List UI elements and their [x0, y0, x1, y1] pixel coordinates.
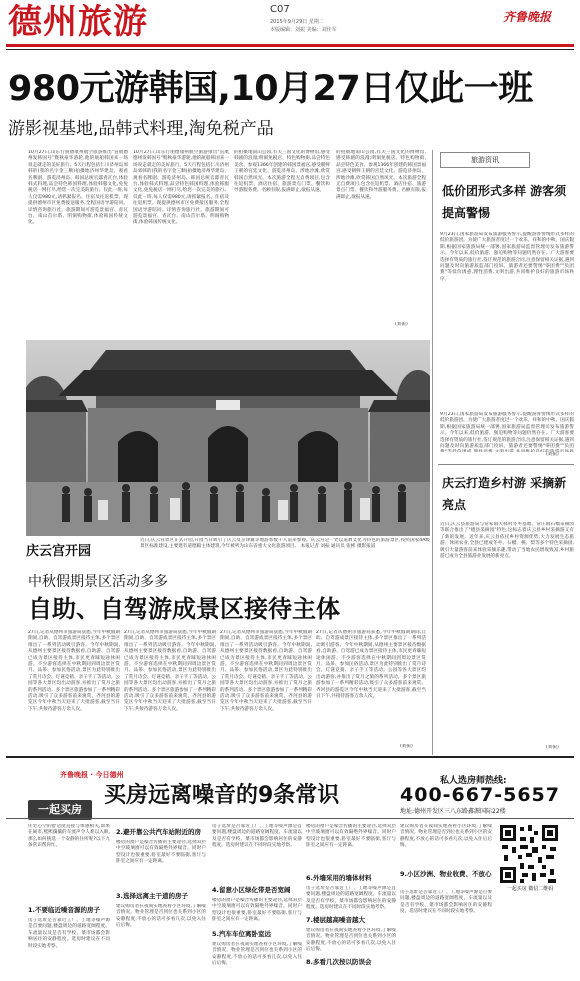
lead-subheadline: 游影视基地,品韩式料理,淘免税产品: [8, 119, 274, 139]
ad-brand: 齐鲁晚报 · 今日德州: [60, 771, 124, 779]
temple-photo-illustration: [26, 340, 430, 536]
right-story1-body: 9月23日,国家旅游局发布旅游服务警示,提醒游客警惕形式多样的低价旅游团。为使广大旅游者度过一个欢乐、祥和的中秋、国庆假期,根据国家旅游局统一部署,国家旅游局监督管理司发布旅游警示。今年以来,低价旅游、强迫购物等问题仍然存在。广大游客要选择有资质的旅行社,签订规范的旅游合同,注意保留相关证据,遇到问题及时向旅游质监部门投诉。旅游者还要警惕"零团费""负团费"等低价诱惑,理性消费,文明出游,共同维护良好的旅游市场秩序。: [440, 232, 574, 282]
middle-story-body-col2: 的拍摄地南山公园,有关三国文化的博物馆,感受韩剧的浪漫;明洞免税店、特色购物街,品尝特色美食。参观1366年创建的韩国景福宫,感受朝鲜王朝的宫廷文化。游览济州岛、涉地沙滩,欣赏韩国自然风光。本次旅游全程无自费项目,包含往返机票、酒店住宿、旅游景点门票、餐饮和导游服务费。名额有限,报满即止,欲报从速。: [336, 150, 426, 200]
middle-story-byline: (刘振): [395, 322, 408, 327]
ad-body-a-col4: 房子选址是否靠近工厂、工地等噪声源是首要问题,楼盘周边的道路宽阔程度、车流量以及是否有学校、菜市场都会影响居住的安静程度。选房时建议在不同时段实地考察。: [306, 886, 396, 911]
right-story2-headline: 庆云打造乡村游 采摘新亮点: [442, 476, 567, 512]
section-story-byline: (刘振): [400, 744, 413, 749]
ad-body-c: 建议购房者在夜间实地查看小区环境,了解噪音情况。物业管理是否到位也关系到小区的安静程度,不放心的话可多看几次,以免入住后后悔。: [116, 904, 206, 929]
ad-body-c-col4: 建议购房者在夜间实地查看小区环境,了解噪音情况。物业管理是否到位也关系到小区的安静程度,不放心的话可多看几次,以免入住后后悔。: [306, 928, 396, 953]
ad-body-b: 楼房的窗户是噪音传播的主要途径,选择双层中空玻璃窗可以有效隔绝外界噪音。同时户型设计也很重要,卧室最好不要临街,客厅与卧室之间应有一定距离。: [116, 840, 206, 865]
page-number: C07: [270, 4, 290, 15]
photo-title: 庆云宫开园: [26, 544, 92, 559]
ad-phone: 400-667-5657: [400, 784, 560, 806]
ad-body-c-col3: 建议购房者在夜间实地查看小区环境,了解噪音情况。物业管理是否到位也关系到小区的安静程度,不放心的话可多看几次,以免入住后后悔。: [212, 942, 302, 967]
section-story-body-col2: 27日,记者从德州市旅游局获悉,今年中秋假期期间,自助、自驾游成景区接待主体,多个景区推出了一系列活动吸引游客。今年中秋期间,从德州主要景区接待数据看,自助游、自驾游已成为景区接待主体,市民更青睐短途休闲游。不少游客选择在中秋期间到周边景区赏月、品茶、参加民俗活动,景区为此特别推出了赏月诗会、灯谜竞猜、亲子手工等活动。公园等各大景区均出动游客,并推出了赏月之旅的系列活动。多个景区旅游参加了一系列精彩活动,吸引了众多游客前来观赏。齐河县的游览区今年中秋当天迎来了大批游客,截至当日下午,共接待游客万余人次。: [124, 630, 216, 712]
ad-tip-3: 3.选择远离主干道的房子: [116, 892, 188, 900]
ad-rule: [6, 818, 574, 819]
ad-headline: 买房远离噪音的9条常识: [104, 783, 340, 808]
lead-story-body-col2: 10月27日,山东行朋德康州航空旅游推出"直航德州发韩国号"暨秋豪华游轮,他的航船韩国来一场说走就走的美好旅行。5天行程包括仁川济州岛郊韩的(我的名字金三顺)拍摄地济州华建岛、观看名牌剧、游览济州岛、韩国总统官邸青瓦台,体验韩式料理,品尝特色韩国料理,体验韩服文化,免免税店一网打尽,给您一次完美的旅行。仅此一班,每人仅需980元,请抓紧报名。住宿及往返机票。现提供德州市区免费接送服务,全程国语导游陪同。详情咨询旅行社。旅游期间可游览景福宫、青瓦台、南山首尔塔、明洞购物街,体验韩国传统文化。: [133, 150, 229, 226]
qr-code[interactable]: [498, 823, 560, 885]
ad-body-a-col3: 房子选址是否靠近工厂、工地等噪声源是首要问题,楼盘周边的道路宽阔程度、车流量以及是否有学校、菜市场都会影响居住的安静程度。选房时建议在不同时段实地考察。: [212, 824, 302, 849]
ad-logo: 一起买房: [28, 800, 92, 820]
ad-tip-6: 6.外墙采用的墙体材料: [306, 874, 372, 882]
right-story1-body-cont: 9月23日,国家旅游局发布旅游服务警示,提醒游客警惕形式多样的低价旅游团。为使广大旅游者度过一个欢乐、祥和的中秋、国庆假期,根据国家旅游局统一部署,国家旅游局监督管理司发布旅游警示。今年以来,低价旅游、强迫购物等问题仍然存在。广大游客要选择有资质的旅行社,签订规范的旅游合同,注意保留相关证据,遇到问题及时向旅游质监部门投诉。旅游者还要警惕"零团费""负团: [440, 412, 574, 450]
issue-date: 2015年9月29日 星期二: [270, 19, 324, 25]
ad-tip-9: 9.小区沙洲、物业收费、不放心: [400, 870, 492, 878]
qr-code-graphic: [498, 823, 560, 885]
editors-credit: 本版编辑：刘振 美编：刘佳军: [270, 27, 337, 33]
column-divider: [432, 150, 433, 755]
ad-body-c-col5: 建议购房者在夜间实地查看小区环境,了解噪音情况。物业管理是否到位也关系到小区的安静程度,不放心的话可多看几次,以免入住后后悔。: [400, 824, 492, 849]
section-story-body-col4: 27日,记者从德州市旅游局获悉,今年中秋假期期间,自助、自驾游成景区接待主体,多个景区推出了一系列活动吸引游客。今年中秋期间,从德州主要景区接待数据看,自助游、自驾游已成为景区接待主体,市民更青睐短途休闲游。不少游客选择在中秋期间到周边景区赏月、品茶、参加民俗活动,景区为此特别推出了赏月诗会、灯谜竞猜、亲子手工等活动。公园等各大景区均出动游客,并推出了赏月之旅的系列活动。多个景区旅游参加了一系列精彩活动,吸引了众多游客前来观赏。齐河县的游览区今年中秋当天迎来了大批游客,截至当日下午,共接待游客万余人次。: [316, 630, 426, 700]
photo-caption: 近日,庆云宫景区正式开园,开园当日吸引了庆云及京津冀等地游客数千人前来参观。庆云宫是一处以道教文化为特色的旅游景区,按照国家4A级景区标准建设,主要建有道德殿主体建筑,今年被列为山东省重大文化旅游项目。 本报记者 刘振 通讯员 张彬 摄影报道: [140, 538, 430, 550]
ad-contact-title: 私人选房师热线:: [440, 776, 507, 786]
masthead-rule-thin: [6, 49, 574, 50]
right-story1-byline: (刘振): [546, 452, 559, 457]
ad-body-b-col4: 楼房的窗户是噪音传播的主要途径,选择双层中空玻璃窗可以有效隔绝外界噪音。同时户型设计也很重要,卧室最好不要临街,客厅与卧室之间应有一定距离。: [306, 824, 396, 849]
lead-story-body: 10月27日,山东行朋德康州航空旅游推出"直航德州发韩国号"暨秋豪华游轮,他的航船韩国来一场说走就走的美好旅行。5天行程包括仁川济州岛郊韩的(我的名字金三顺)拍摄地济州华建岛、观看名牌剧、游览济州岛、韩国总统官邸青瓦台,体验韩式料理,品尝特色韩国料理,体验韩服文化,免免税店一网打尽,给您一次完美的旅行。仅此一班,每人仅需980元,请抓紧报名。住宿及往返机票。现提供德州市区免费接送服务,全程国语导游陪同。详情咨询旅行社。旅游期间可游览景福宫、青瓦台、南山首尔塔、明洞购物街,体验韩国传统文化。: [28, 150, 128, 226]
ad-separator: [6, 756, 574, 758]
middle-story-body: 的拍摄地南山公园,有关三国文化的博物馆,感受韩剧的浪漫;明洞免税店、特色购物街,品尝特色美食。参观1366年创建的韩国景福宫,感受朝鲜王朝的宫廷文化。游览济州岛、涉地沙滩,欣赏韩国自然风光。本次旅游全程无自费项目,包含往返机票、酒店住宿、旅游景点门票、餐饮和导游服务费。名额有限,报满即止,欲报从速。: [234, 150, 330, 194]
qr-caption: 一起买房 微信二维码: [506, 886, 554, 892]
right-story2-byline: (刘振): [546, 745, 559, 750]
section-story-body-col3: 27日,记者从德州市旅游局获悉,今年中秋假期期间,自助、自驾游成景区接待主体,多个景区推出了一系列活动吸引游客。今年中秋期间,从德州主要景区接待数据看,自助游、自驾游已成为景区接待主体,市民更青睐短途休闲游。不少游客选择在中秋期间到周边景区赏月、品茶、参加民俗活动,景区为此特别推出了赏月诗会、灯谜竞猜、亲子手工等活动。公园等各大景区均出动游客,并推出了赏月之旅的系列活动。多个景区旅游参加了一系列精彩活动,吸引了众多游客前来观赏。齐河县的游览区今年中秋当天迎来了大批游客,截至当日下午,共接待游客万余人次。: [220, 630, 312, 712]
right-story2-body: 近日,庆云县旅游局与常家镇大郝村冬枣基地、常庄镇石榴采摘园等联合推出了"德县采摘园"特色,这标志着庆云县乡村采摘游又有了新的发展。近年来,庆云县依托乡村资源优势,大力发展生态旅游、休闲农业,全县已建成冬枣、石榴、桃、梨等多个特色采摘园,吸引大量游客前来体验采摘乐趣,带动了当地农民增收致富,乡村旅游已成为全县旅游业发展的新亮点。: [440, 522, 574, 560]
section-story-body: 27日,记者从德州市旅游局获悉,今年中秋假期期间,自助、自驾游成景区接待主体,多个景区推出了一系列活动吸引游客。今年中秋期间,从德州主要景区接待数据看,自助游、自驾游已成为景区接待主体,市民更青睐短途休闲游。不少游客选择在中秋期间到周边景区赏月、品茶、参加民俗活动,景区为此特别推出了赏月诗会、灯谜竞猜、亲子手工等活动。公园等各大景区均出动游客,并推出了赏月之旅的系列活动。多个景区旅游参加了一系列精彩活动,吸引了众多游客前来观赏。齐河县的游览区今年中秋当天迎来了大批游客,截至当日下午,共接待游客万余人次。: [28, 630, 120, 712]
section-title: 德州旅游: [8, 2, 148, 42]
ad-intro: 住宅心空的舒适度直接与体感相关,如果在闹市,熙熙攘攘的车流声令人难以入眠,那么如何挑选一个安静的住所呢?以下九条常识帮你忙。: [28, 824, 110, 849]
ad-tip-7: 7.楼层越高噪音越大: [306, 916, 365, 924]
section-headline: 自助、自驾游成景区接待主体: [28, 595, 340, 623]
ad-tip-1: 1.不要临近噪音源的房子: [28, 906, 100, 914]
ad-tip-4: 4.留意小区绿化带是否宽阔: [212, 886, 291, 894]
ad-body-b-col3: 楼房的窗户是噪音传播的主要途径,选择双层中空玻璃窗可以有效隔绝外界噪音。同时户型设计也很重要,卧室最好不要临街,客厅与卧室之间应有一定距离。: [212, 898, 302, 923]
right-column-rule: [438, 464, 574, 465]
temple-photo: [26, 340, 430, 536]
ad-body-a-col5: 房子选址是否靠近工厂、工地等噪声源是首要问题,楼盘周边的道路宽阔程度、车流量以及是否有学校、菜市场都会影响居住的安静程度。选房时建议在不同时段实地考察。: [400, 890, 492, 915]
newspaper-logo: 齐鲁晚报: [503, 10, 552, 24]
ad-body-a: 房子选址是否靠近工厂、工地等噪声源是首要问题,楼盘周边的道路宽阔程度、车流量以及是否有学校、菜市场都会影响居住的安静程度。选房时建议在不同时段实地考察。: [28, 918, 110, 949]
ad-tip-2: 2.避开靠公共汽车站附近的房: [116, 828, 201, 836]
ad-address: 地址:德州开发区三八东路鑫源国际22楼: [400, 808, 506, 815]
column-tag: 旅游资讯: [440, 152, 530, 168]
section-kicker: 中秋假期景区活动多多: [28, 574, 168, 590]
lead-headline: 980元游韩国,10月27日仅此一班: [8, 69, 533, 109]
ad-tip-8: 8.多看几次按以防误会: [306, 958, 372, 966]
masthead-rule: [6, 44, 574, 47]
right-story1-headline: 低价团形式多样 游客须提高警惕: [442, 184, 567, 220]
ad-tip-5: 5.汽车车位离卧室远: [212, 930, 271, 938]
